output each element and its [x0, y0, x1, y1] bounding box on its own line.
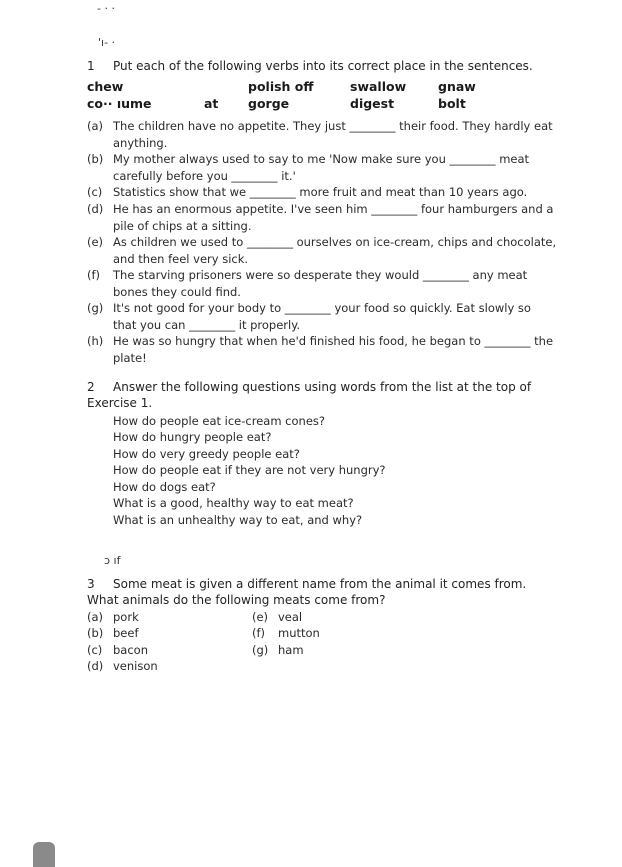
- exercise-2-question: How do people eat if they are not very hungry?: [113, 463, 386, 477]
- meat-name: pork: [113, 610, 139, 624]
- exercise-2-question: What is a good, healthy way to eat meat?: [113, 496, 354, 510]
- exercise-1-number: 1: [87, 59, 95, 73]
- meat-label: (f): [252, 626, 266, 640]
- meat-name: veal: [278, 610, 303, 624]
- exercise-3-instruction: [87, 576, 557, 608]
- verb-gorge: gorge: [248, 96, 290, 111]
- exercise-1-item-b: [87, 151, 557, 184]
- meat-name: mutton: [278, 626, 320, 640]
- exercise-1-item-f: [87, 267, 557, 300]
- item-text: Statistics show that we ________ more fruit and meat than 10 years ago.: [113, 185, 528, 199]
- exercise-1-item-h: [87, 333, 557, 366]
- exercise-2-question: How do very greedy people eat?: [113, 447, 300, 461]
- item-label: (b): [87, 152, 104, 166]
- exercise-1-item-a: [87, 118, 557, 151]
- exercise-2-question: What is an unhealthy way to eat, and why?: [113, 513, 363, 527]
- verb-eat: at: [204, 96, 219, 111]
- exercise-2-question: How do hungry people eat?: [113, 430, 272, 444]
- exercise-3-instruction-text: Some meat is given a different name from the animal it comes from. What animals do the following meats come from?: [87, 577, 527, 607]
- item-label: (g): [87, 301, 104, 315]
- meat-item-beef: [87, 625, 139, 642]
- verb-swallow: swallow: [350, 79, 407, 94]
- meat-label: (a): [87, 610, 104, 624]
- meat-item-venison: [87, 658, 158, 675]
- item-text: The starving prisoners were so desperate they would ________ any meat bones they could find.: [113, 268, 528, 299]
- exercise-2-number: 2: [87, 380, 95, 394]
- meat-label: (c): [87, 643, 103, 657]
- meat-label: (b): [87, 626, 104, 640]
- item-label: (f): [87, 268, 101, 282]
- meat-label: (g): [252, 643, 269, 657]
- exercise-1-item-e: [87, 234, 557, 267]
- meat-item-ham: [252, 642, 304, 659]
- meat-name: bacon: [113, 643, 148, 657]
- verb-bolt: bolt: [438, 96, 466, 111]
- page-tab-marker: [33, 842, 55, 867]
- verb-digest: digest: [350, 96, 395, 111]
- exercise-1-item-c: [87, 184, 557, 201]
- exercise-2-instruction: [87, 379, 557, 411]
- meat-label: (e): [252, 610, 269, 624]
- exercise-2-instruction-text: Answer the following questions using words from the list at the top of Exercise 1.: [87, 380, 532, 410]
- item-text: My mother always used to say to me 'Now make sure you ________ meat carefully before you ________ it.': [113, 152, 530, 183]
- item-text: It's not good for your body to ________ your food so quickly. Eat slowly so that you can ________ it properly.: [113, 301, 531, 332]
- meat-item-bacon: [87, 642, 148, 659]
- item-text: As children we used to ________ ourselves on ice-cream, chips and chocolate, and then feel very sick.: [113, 235, 557, 266]
- verb-gnaw: gnaw: [438, 79, 476, 94]
- meat-item-pork: [87, 609, 139, 626]
- meat-item-veal: [252, 609, 302, 626]
- meat-name: beef: [113, 626, 139, 640]
- item-label: (c): [87, 185, 103, 199]
- meat-label: (d): [87, 659, 104, 673]
- header-fragment-top: - · ·: [97, 2, 115, 15]
- meat-name: ham: [278, 643, 304, 657]
- item-label: (h): [87, 334, 104, 348]
- item-text: The children have no appetite. They just ________ their food. They hardly eat anything.: [113, 119, 553, 150]
- verb-chew: chew: [87, 79, 124, 94]
- meat-item-mutton: [252, 625, 320, 642]
- header-fragment-second: 'ı- ·: [98, 36, 116, 49]
- item-text: He was so hungry that when he'd finished his food, he began to ________ the plate!: [113, 334, 554, 365]
- exercise-1-item-d: [87, 201, 557, 234]
- meat-name: venison: [113, 659, 158, 673]
- exercise-1-instruction-text: Put each of the following verbs into its correct place in the sentences.: [113, 59, 533, 73]
- exercise-2-question: How do people eat ice-cream cones?: [113, 414, 325, 428]
- item-label: (d): [87, 202, 104, 216]
- verb-polish-off: polish off: [248, 79, 314, 94]
- item-label: (a): [87, 119, 104, 133]
- exercise-3-number: 3: [87, 577, 95, 591]
- exercise-1-instruction: [87, 58, 557, 74]
- verb-consume: co·· ıume: [87, 96, 152, 111]
- section-fragment: ɔ ıf: [104, 554, 121, 567]
- exercise-1-item-g: [87, 300, 557, 333]
- item-text: He has an enormous appetite. I've seen him ________ four hamburgers and a pile of chips at a sitting.: [113, 202, 554, 233]
- exercise-2-question: How do dogs eat?: [113, 480, 216, 494]
- item-label: (e): [87, 235, 104, 249]
